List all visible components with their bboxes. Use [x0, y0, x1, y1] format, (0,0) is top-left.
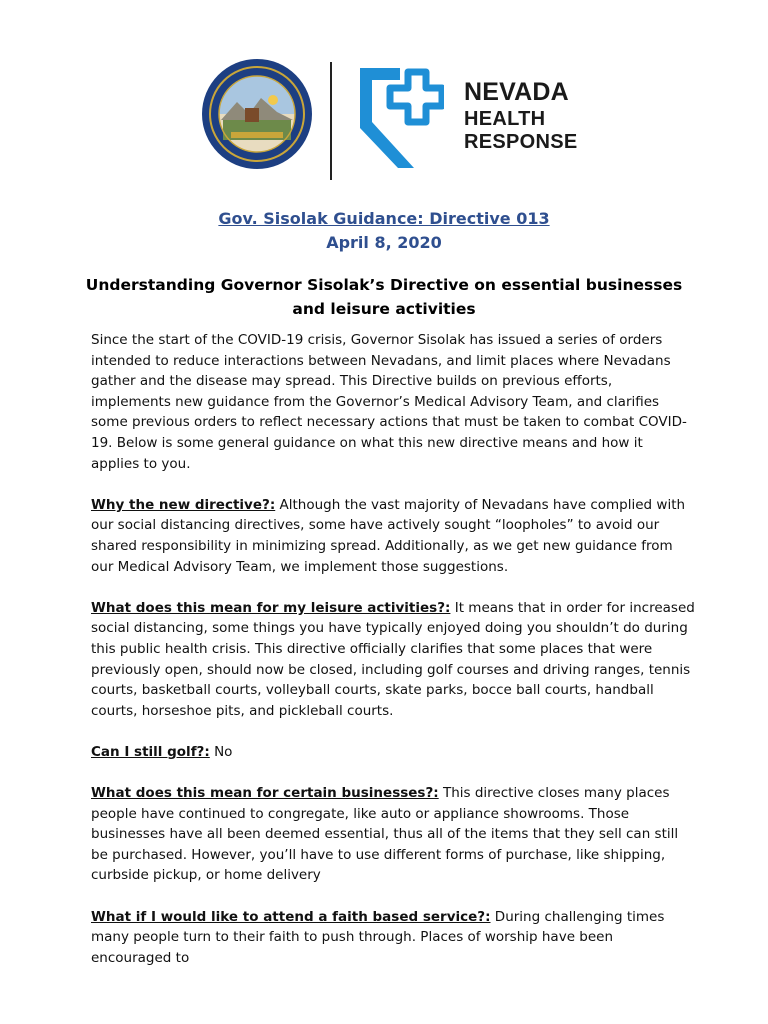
nevada-health-response-brand — [464, 80, 578, 155]
section-text: During challenging times many people turn to their faith to push through. Places of worship have been encouraged to — [91, 908, 665, 966]
section-text: Although the vast majority of Nevadans have complied with our social distancing directives, some have actively sought “loopholes” to avoid our shared responsibility in minimizing spread. Additionally, as we get new guidance from our Medical Advisory Team, we implement those suggestions. — [91, 496, 686, 575]
title-date: April 8, 2020 — [326, 233, 442, 252]
section-faith-based-service — [91, 907, 695, 969]
section-text: It means that in order for increased social distancing, some things you have typically enjoyed doing you shouldn’t do during this public health crisis. This directive officially clarifies that some places that were previously open, should now be closed, including golf courses and driving ranges, tennis courts, basketball courts, volleyball courts, skate parks, bocce ball courts, handball courts, horseshoe pits, and pickleball courts. — [91, 599, 695, 719]
section-label: What if I would like to attend a faith based service?: — [91, 908, 491, 925]
section-label: What does this mean for certain businesses?: — [91, 785, 439, 802]
section-label: What does this mean for my leisure activities?: — [91, 599, 451, 616]
section-label: Why the new directive?: — [91, 496, 276, 513]
section-golf — [91, 742, 695, 763]
intro-paragraph: Since the start of the COVID-19 crisis, Governor Sisolak has issued a series of orders intended to reduce interactions between Nevadans, and limit places where Nevadans gather and the disease may spread. This Directive builds on previous efforts, implements new guidance from the Governor’s Medical Advisory Team, and clarifies some previous orders to reflect necessary actions that must be taken to combat COVID-19. Below is some general guidance on what this new directive means and how it applies to you. — [91, 332, 687, 472]
document-body — [91, 330, 695, 989]
nevada-health-cross-icon — [352, 58, 444, 176]
section-why-new-directive — [91, 495, 695, 577]
brand-line-response: RESPONSE — [464, 131, 578, 153]
section-text: This directive closes many places people have continued to congregate, like auto or appliance showrooms. Those businesses have all been deemed essential, thus all of the items that they sell can still be purchased. However, you’ll have to use different forms of purchase, like shipping, curbside pickup, or home delivery — [91, 785, 679, 884]
nevada-state-seal-icon — [201, 58, 313, 170]
header — [0, 52, 768, 182]
document-subtitle: Understanding Governor Sisolak’s Directive on essential businesses and leisure activities — [85, 276, 683, 318]
title-directive: Gov. Sisolak Guidance: Directive 013 — [218, 209, 550, 228]
brand-line-health: HEALTH — [464, 108, 546, 130]
brand-line-nevada: NEVADA — [464, 78, 569, 106]
section-label: Can I still golf?: — [91, 743, 210, 760]
section-text: No — [209, 743, 233, 760]
header-divider — [330, 62, 332, 180]
document-title — [0, 207, 768, 255]
section-leisure-activities — [91, 598, 695, 722]
section-certain-businesses — [91, 783, 695, 886]
